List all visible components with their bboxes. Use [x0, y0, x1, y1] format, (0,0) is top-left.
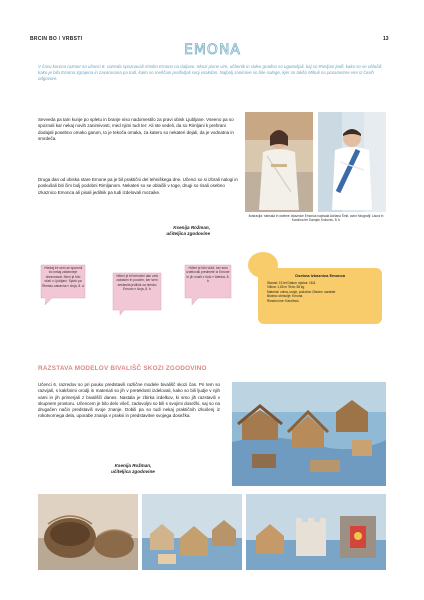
- paragraph-2: Druga dan od obiska stare Emone pa je bil praktični del tehniškega dne. Učenci so si izbrali nalogi in poskušali biti čim bolj podobni Rimljanom. Nekateri so se oblačili v toge, drugi so risali osebno izkaznico Emonca ali pisali jedilnik pa tudi izdelovali mozaike.: [38, 177, 238, 195]
- signature-2-role: učiteljica zgodovine: [111, 469, 155, 474]
- photo-wooden-houses: [142, 494, 242, 570]
- article-intro: V času korona razmer so učenci 8. razreda spoznavali rimsko Emono na daljavo. Skozi pisne vire, učbenik in video gradivo so ugotavljali, kaj so Rimljani jedli, kako so se oblačili, kako je bila Emona zgrajena in zavarovana pa tudi, kako so meščani preživljali svoj vsakdan. Najbolj zanimive so bile naloge, kjer so takšo Mihuli na posamezne vire iz časih odgovore.: [38, 64, 383, 81]
- article-title: EMONA: [184, 42, 241, 58]
- quote-note-1: [38, 262, 88, 306]
- photo-boy-toga: [318, 112, 386, 212]
- quote-note-3: [182, 262, 234, 306]
- signature-2-name: Ksenija Rožman,: [114, 463, 152, 468]
- id-card-line: Bivalno območje: Emona: [267, 294, 303, 299]
- signature-1-name: Ksenija Rožman,: [173, 225, 210, 230]
- paragraph-1: Sevveda pa tam kunje po spletu in branje niso nadomestilo za pravi obisk Ljubljane. Vseeno pa so spoznali kar nekaj novih zanimivosti, med njimi tudi ter: Ali ste vedeli, da so Rimljani k prehrani dodajali posebno omako garum, to je tekoča omaka, za katero so nekateri dejali, da je vodnatna in smrdeča.: [38, 117, 234, 141]
- id-card: [258, 268, 382, 324]
- photo-girl-toga: [245, 112, 313, 212]
- photo-model-dwellings: [232, 382, 386, 486]
- quote-note-3-text: »Meni je bilo všeč, ker smo izdelovali predmete iz Emone in jih nosili v šolo.« Alenka, 8. b: [186, 266, 230, 284]
- running-header: BRCIN BO / VRBSTI: [30, 36, 83, 42]
- quote-note-2: [110, 270, 164, 316]
- id-card-line: Višina: 1,65 m Teža: 58 kg: [267, 285, 305, 290]
- id-card-line: Starost: 15 let Datum rojstva: 18.8.: [267, 281, 317, 285]
- id-card-lines: [258, 278, 382, 303]
- section-title: RAZSTAVA MODELOV BIVALIŠČ SKOZI ZGODOVINO: [38, 365, 207, 372]
- photo-girl-toga-image: [245, 112, 313, 212]
- photo-wooden-houses-image: [142, 494, 242, 570]
- id-card-title: Osebna izkaznica Emonca: [294, 273, 346, 278]
- id-card-line: Material: volna, usnje, podobno Obutev: sandale: [267, 289, 336, 294]
- quote-note-2-text: »Meni je bil tehnični dan zelo zabaven in poučen, ker sem sestavila jedilnik za rimsko Emono.« Anja, 8. b: [115, 274, 159, 292]
- photo-caption: Ilustracija: narisala in osebne Izkaznice Emonca napisala Adriana Šmit, avtor fotografij: Laura in Karolina ter Damjan Kokovec, 8. b: [248, 214, 384, 223]
- photo-castle-models-image: [246, 494, 386, 570]
- photo-nest-models: [38, 494, 138, 570]
- signature-1-role: učiteljica zgodovine: [166, 231, 210, 236]
- quote-note-1-text: »Nekaj že sem se spomnil bo nekaj zabavneje obravnaval. Meni je bilo všeč v Ljubljani. Sploh pa Rimsko zabavna.« Anja, 8. a: [42, 266, 84, 288]
- signature-1: [110, 225, 210, 237]
- photo-castle-models: [246, 494, 386, 570]
- photo-nest-models-image: [38, 494, 138, 570]
- section-body: Učenci 6. razredov so pri pouku predstavili različne modele bivališč skozi čas. Pri tem so razvijali, s kakšnimi orodji in materiali so jih v preteklosti izdelovali, kako so bili ljudje v njih vami in jih primerjali z bivališči danes. Nastala je zbirka izdelkov, ki smo jih razstavili v skupnem prostoru. Učencem je bilo delo všeč, zadovoljni so bili s svojimi dosežki, saj so na drugačen način predstavili svoje znanje. Dobili pa so tudi nekaj praktičnih izkušenj iz rokotvornega dela, uporabe znanja v praksi in predstavitve svojega dosežka.: [38, 382, 220, 419]
- photo-boy-toga-image: [318, 112, 386, 212]
- photo-model-dwellings-image: [232, 382, 386, 486]
- signature-2: [78, 463, 188, 475]
- id-card-line: Rimsko ime: Karolinus: [267, 298, 299, 303]
- page-number: 13: [383, 36, 389, 42]
